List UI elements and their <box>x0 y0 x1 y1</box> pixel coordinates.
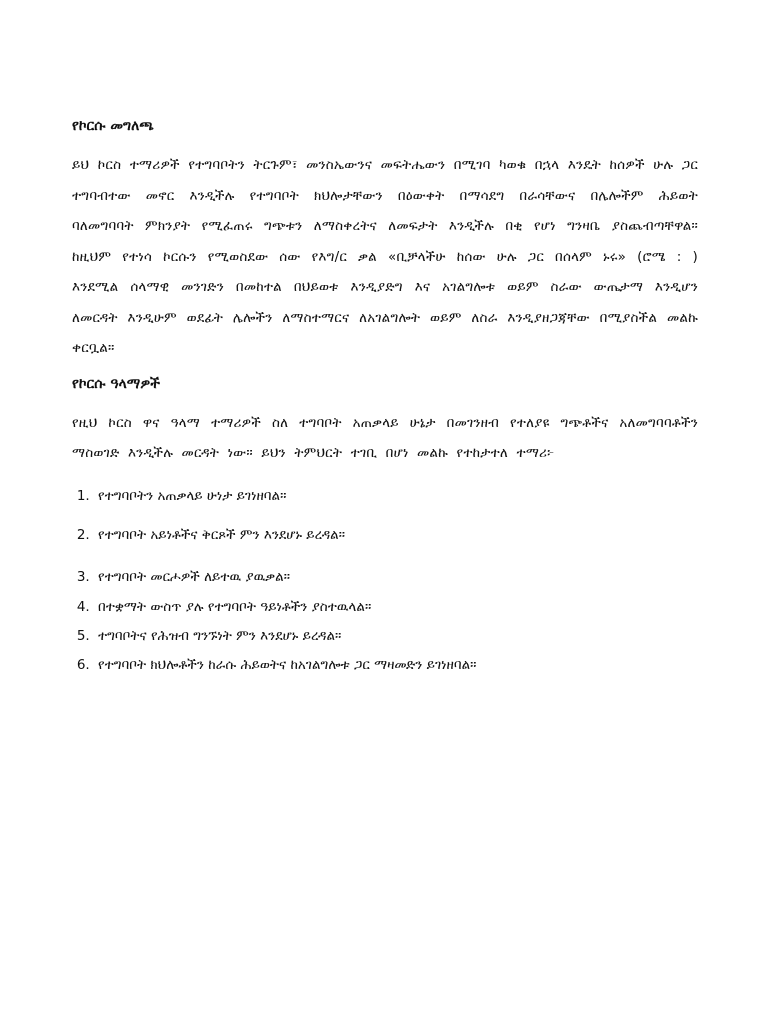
course-objectives-heading: የኮርሱ ዓላማዎች <box>72 375 161 392</box>
course-description-paragraph: ይህ ኮርስ ተማሪዎች የተግባቦትን ትርጉም፣ መንስኤውንና መፍትሔውን በሚገባ ካወቁ በኋላ እንዴት ከሰዎች ሁሉ ጋር ተግባብተው መኖር እንዲችሉ የተግባቦት ክህሎታቸውን በዕውቀት በማሳደግ በራሳቸውና በሌሎችም ሕይወት ባለመግባባት ምክንያት የሚፈጠሩ ግጭቱን ለማስቀረትና ለመፍታት እንዲችሉ በቂ የሆነ ግንዛቤ ያስጨብጣቸዋል። ከዚህም የተነሳ ኮርሱን የሚወስደው ሰው የእግ/ር ቃል «ቢቻላችሁ ከሰው ሁሉ ጋር በሰላም ኑሩ» (ሮሜ : ) እንደሚል ሰላማዊ መንገድን በመከተል በህይወቱ እንዲያድግ እና አገልግሎቱ ወይም ስራው ውጤታማ እንዲሆን ለመርዳት እንዲሁም ወደፊት ሌሎችን ለማስተማርና ለአገልግሎት ወይም ለስራ እንዲያዘጋጃቸው በሚያስችል መልኩ ቀርቧል። <box>72 157 698 356</box>
list-item: 4. በተቋማት ውስጥ ያሉ የተግባቦት ዓይነቶችን ያስተዉላል። <box>94 593 698 622</box>
course-description-heading: የኮርሱ መግለጫ <box>72 118 154 134</box>
list-item: 5. ተግባቦትና የሕዝብ ግንኙነት ምን እንደሆኑ ይረዳል። <box>94 622 698 651</box>
list-item: 1. የተግባቦትን አጠቃላይ ሁነታ ይገነዘባል። <box>94 479 698 513</box>
list-item: 3. የተግባቦት መርሖዎች ለይተዉ ያዉቃል። <box>94 561 698 593</box>
course-objectives-paragraph: የዚህ ኮርስ ዋና ዓላማ ተማሪዎች ስለ ተግባቦት አጠቃላይ ሁኔታ በመገንዘብ የተለያዩ ግጭቶችና አለመግባባቶችን ማስወገድ እንዲችሉ መርዳት ነው። ይህን ትምህርት ተገቢ በሆነ መልኩ የተከታተለ ተማሪ፦ <box>72 414 698 461</box>
list-item: 2. የተግባቦት አይነቶችና ቅርጾች ምን እንደሆኑ ይረዳል። <box>94 513 698 557</box>
objectives-list <box>72 479 698 680</box>
list-item: 6. የተግባቦት ክህሎቶችን ከራሱ ሕይወትና ከአገልግሎቱ ጋር ማዛመድን ይገነዘባል። <box>94 651 698 680</box>
